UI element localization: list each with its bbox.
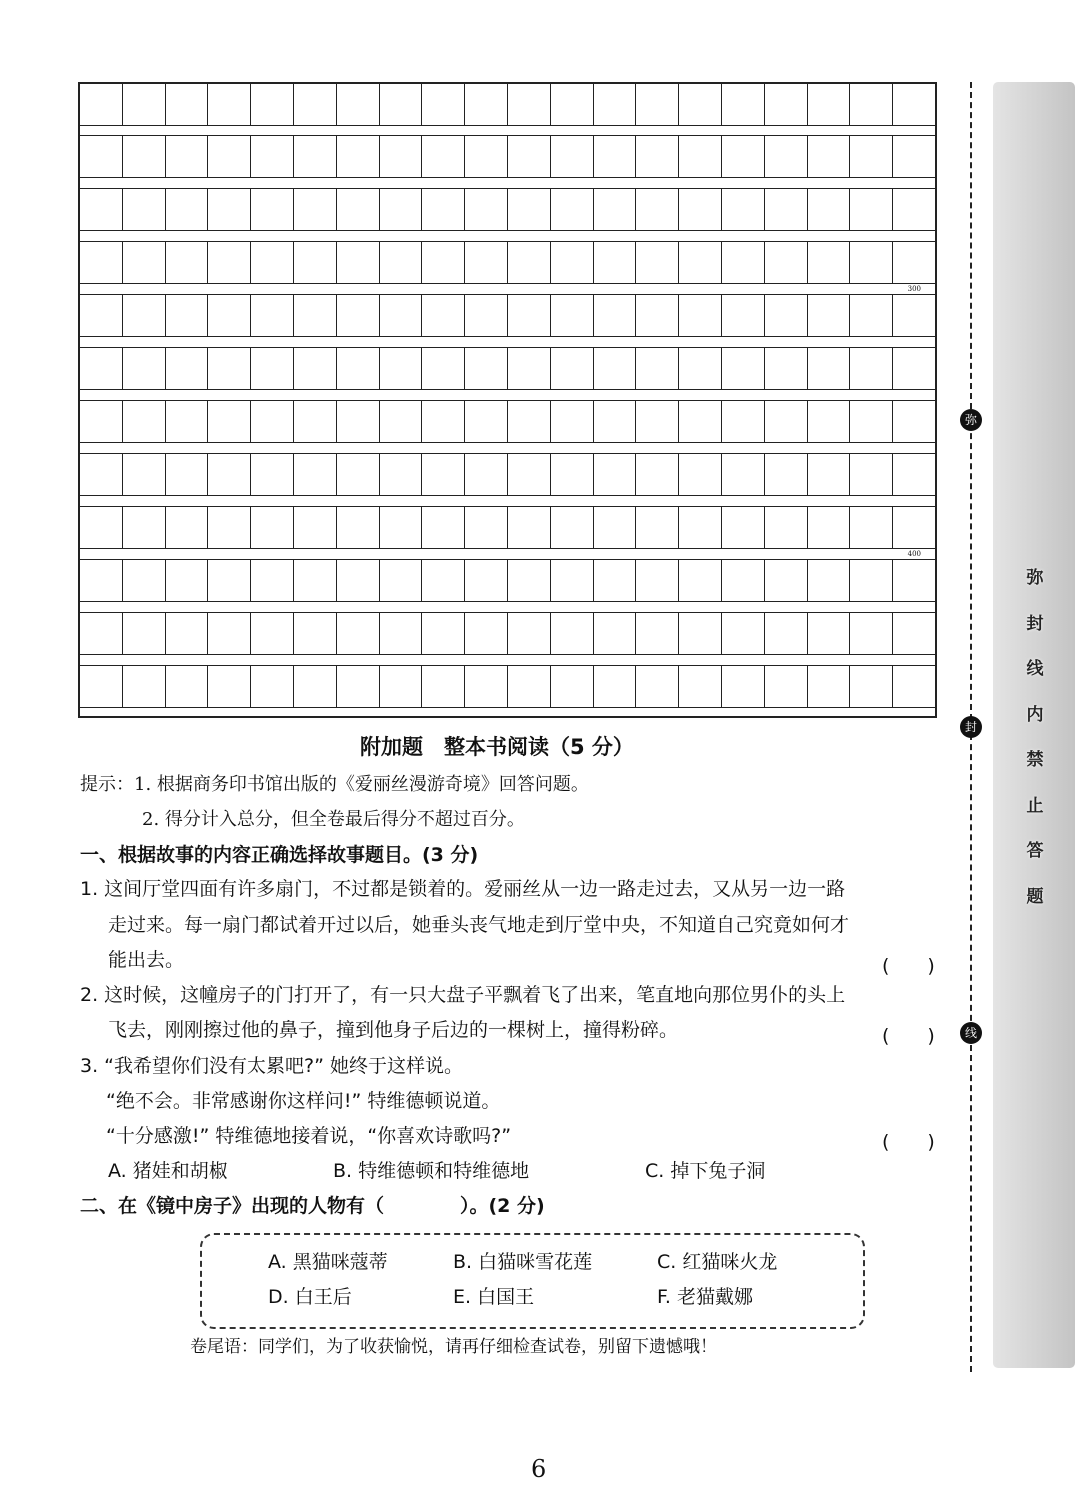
grid-cell[interactable] — [465, 454, 508, 495]
grid-cell[interactable] — [208, 295, 251, 336]
grid-cell[interactable] — [594, 242, 637, 283]
grid-cell[interactable] — [166, 613, 209, 654]
grid-cell[interactable] — [808, 454, 851, 495]
grid-cell[interactable] — [765, 136, 808, 177]
grid-cell[interactable] — [722, 189, 765, 230]
grid-cell[interactable] — [722, 136, 765, 177]
grid-cell[interactable] — [551, 242, 594, 283]
grid-cell[interactable] — [166, 560, 209, 601]
grid-cell[interactable] — [208, 401, 251, 442]
grid-cell[interactable] — [636, 613, 679, 654]
grid-cell[interactable] — [294, 189, 337, 230]
grid-cell[interactable] — [893, 84, 935, 125]
grid-cell[interactable] — [722, 454, 765, 495]
grid-cell[interactable] — [422, 507, 465, 548]
grid-row — [80, 665, 935, 708]
options-box — [200, 1233, 865, 1329]
seal-mark-1: 弥 — [960, 409, 982, 431]
q1-line-1: 1. 这间厅堂四面有许多扇门，不过都是锁着的。爱丽丝从一边一路走过去，又从另一边一路 — [80, 878, 846, 900]
grid-cell[interactable] — [850, 666, 893, 707]
character-option-f: F. 老猫戴娜 — [657, 1286, 753, 1308]
grid-cell[interactable] — [808, 84, 851, 125]
grid-cell[interactable] — [465, 136, 508, 177]
grid-cell[interactable] — [465, 507, 508, 548]
grid-cell[interactable] — [722, 560, 765, 601]
grid-cell[interactable] — [893, 295, 935, 336]
grid-row — [80, 400, 935, 443]
grid-cell[interactable] — [251, 507, 294, 548]
grid-cell[interactable] — [679, 242, 722, 283]
grid-cell[interactable] — [765, 666, 808, 707]
grid-cell[interactable] — [380, 136, 423, 177]
grid-cell[interactable] — [551, 189, 594, 230]
grid-cell[interactable] — [893, 666, 935, 707]
grid-cell[interactable] — [123, 136, 166, 177]
grid-cell[interactable] — [80, 454, 123, 495]
grid-cell[interactable] — [893, 348, 935, 389]
grid-cell[interactable] — [808, 613, 851, 654]
grid-row — [80, 135, 935, 178]
grid-cell[interactable] — [594, 189, 637, 230]
grid-cell[interactable] — [508, 560, 551, 601]
grid-cell[interactable] — [551, 348, 594, 389]
grid-cell[interactable] — [80, 242, 123, 283]
grid-cell[interactable] — [251, 242, 294, 283]
q1-answer-blank[interactable]: ( ) — [882, 955, 935, 977]
grid-cell[interactable] — [251, 84, 294, 125]
grid-cell[interactable] — [722, 666, 765, 707]
grid-cell[interactable] — [850, 401, 893, 442]
grid-cell[interactable] — [551, 295, 594, 336]
grid-cell[interactable] — [337, 295, 380, 336]
grid-cell[interactable] — [850, 507, 893, 548]
grid-cell[interactable] — [380, 613, 423, 654]
grid-cell[interactable] — [508, 84, 551, 125]
grid-cell[interactable] — [636, 666, 679, 707]
grid-cell[interactable] — [636, 348, 679, 389]
grid-cell[interactable] — [722, 348, 765, 389]
grid-cell[interactable] — [337, 348, 380, 389]
grid-cell[interactable] — [722, 613, 765, 654]
grid-cell[interactable] — [636, 295, 679, 336]
grid-cell[interactable] — [508, 242, 551, 283]
grid-cell[interactable] — [765, 613, 808, 654]
grid-cell[interactable] — [765, 242, 808, 283]
grid-row — [80, 84, 935, 126]
grid-cell[interactable] — [166, 666, 209, 707]
grid-cell[interactable] — [166, 507, 209, 548]
grid-row — [80, 294, 935, 337]
grid-cell[interactable] — [465, 560, 508, 601]
grid-cell[interactable] — [679, 84, 722, 125]
grid-cell[interactable] — [208, 136, 251, 177]
q3-line-1: 3. “我希望你们没有太累吧?” 她终于这样说。 — [80, 1055, 463, 1077]
grid-cell[interactable] — [80, 348, 123, 389]
grid-cell[interactable] — [166, 401, 209, 442]
grid-cell[interactable] — [765, 507, 808, 548]
grid-cell[interactable] — [808, 560, 851, 601]
grid-cell[interactable] — [80, 295, 123, 336]
grid-cell[interactable] — [422, 84, 465, 125]
grid-cell[interactable] — [422, 189, 465, 230]
grid-cell[interactable] — [850, 560, 893, 601]
grid-cell[interactable] — [722, 84, 765, 125]
grid-cell[interactable] — [722, 242, 765, 283]
grid-cell[interactable] — [508, 507, 551, 548]
grid-cell[interactable] — [80, 401, 123, 442]
grid-cell[interactable] — [636, 84, 679, 125]
grid-cell[interactable] — [893, 454, 935, 495]
grid-cell[interactable] — [551, 401, 594, 442]
grid-cell[interactable] — [123, 84, 166, 125]
closing-remark: 卷尾语：同学们，为了收获愉悦，请再仔细检查试卷，别留下遗憾哦！ — [190, 1337, 717, 1357]
grid-cell[interactable] — [294, 666, 337, 707]
grid-cell[interactable] — [422, 613, 465, 654]
grid-cell[interactable] — [422, 295, 465, 336]
grid-cell[interactable] — [465, 295, 508, 336]
grid-cell[interactable] — [380, 295, 423, 336]
grid-cell[interactable] — [123, 189, 166, 230]
grid-cell[interactable] — [850, 295, 893, 336]
grid-cell[interactable] — [808, 348, 851, 389]
grid-cell[interactable] — [594, 84, 637, 125]
grid-cell[interactable] — [465, 242, 508, 283]
hint-2: 2. 得分计入总分，但全卷最后得分不超过百分。 — [142, 809, 525, 830]
grid-cell[interactable] — [422, 242, 465, 283]
grid-cell[interactable] — [679, 507, 722, 548]
grid-cell[interactable] — [337, 666, 380, 707]
grid-cell[interactable] — [294, 507, 337, 548]
grid-cell[interactable] — [893, 136, 935, 177]
grid-row — [80, 347, 935, 390]
grid-cell[interactable] — [551, 560, 594, 601]
grid-cell[interactable] — [808, 189, 851, 230]
grid-cell[interactable] — [294, 295, 337, 336]
grid-cell[interactable] — [808, 401, 851, 442]
grid-cell[interactable] — [508, 454, 551, 495]
grid-cell[interactable] — [294, 348, 337, 389]
grid-cell[interactable] — [808, 242, 851, 283]
grid-row — [80, 241, 935, 284]
grid-cell[interactable] — [508, 136, 551, 177]
grid-cell[interactable] — [722, 507, 765, 548]
grid-cell[interactable] — [294, 560, 337, 601]
grid-cell[interactable] — [380, 242, 423, 283]
grid-cell[interactable] — [251, 560, 294, 601]
grid-cell[interactable] — [208, 242, 251, 283]
grid-cell[interactable] — [80, 666, 123, 707]
q3-line-2: “绝不会。非常感谢你这样问!” 特维德顿说道。 — [106, 1090, 501, 1112]
grid-cell[interactable] — [337, 454, 380, 495]
grid-cell[interactable] — [80, 560, 123, 601]
grid-cell[interactable] — [850, 242, 893, 283]
word-count-marker: 400 — [907, 550, 921, 558]
grid-cell[interactable] — [251, 613, 294, 654]
grid-cell[interactable] — [208, 613, 251, 654]
grid-cell[interactable] — [123, 560, 166, 601]
grid-cell[interactable] — [422, 348, 465, 389]
character-option-d: D. 白王后 — [268, 1286, 352, 1308]
grid-cell[interactable] — [208, 348, 251, 389]
grid-cell[interactable] — [594, 454, 637, 495]
grid-cell[interactable] — [594, 295, 637, 336]
grid-row — [80, 612, 935, 655]
grid-cell[interactable] — [508, 666, 551, 707]
grid-cell[interactable] — [893, 242, 935, 283]
essay-writing-grid[interactable] — [78, 82, 937, 718]
seal-mark-2: 封 — [960, 716, 982, 738]
grid-cell[interactable] — [422, 666, 465, 707]
grid-cell[interactable] — [679, 454, 722, 495]
grid-cell[interactable] — [465, 613, 508, 654]
grid-cell[interactable] — [636, 189, 679, 230]
grid-cell[interactable] — [679, 666, 722, 707]
grid-cell[interactable] — [679, 560, 722, 601]
grid-cell[interactable] — [80, 189, 123, 230]
grid-cell[interactable] — [251, 401, 294, 442]
grid-cell[interactable] — [850, 613, 893, 654]
grid-cell[interactable] — [123, 666, 166, 707]
option-a: A. 猪娃和胡椒 — [108, 1160, 228, 1182]
grid-cell[interactable] — [893, 613, 935, 654]
grid-cell[interactable] — [551, 666, 594, 707]
grid-cell[interactable] — [551, 507, 594, 548]
grid-cell[interactable] — [166, 136, 209, 177]
grid-cell[interactable] — [465, 84, 508, 125]
grid-cell[interactable] — [679, 189, 722, 230]
grid-cell[interactable] — [251, 295, 294, 336]
grid-cell[interactable] — [636, 401, 679, 442]
grid-cell[interactable] — [636, 560, 679, 601]
grid-cell[interactable] — [594, 348, 637, 389]
grid-cell[interactable] — [123, 613, 166, 654]
grid-cell[interactable] — [251, 666, 294, 707]
grid-cell[interactable] — [594, 666, 637, 707]
grid-cell[interactable] — [636, 136, 679, 177]
grid-cell[interactable] — [337, 613, 380, 654]
grid-cell[interactable] — [380, 560, 423, 601]
grid-cell[interactable] — [850, 189, 893, 230]
grid-cell[interactable] — [679, 136, 722, 177]
grid-row — [80, 453, 935, 496]
grid-cell[interactable] — [893, 507, 935, 548]
grid-cell[interactable] — [508, 401, 551, 442]
grid-cell[interactable] — [294, 613, 337, 654]
grid-cell[interactable] — [166, 242, 209, 283]
grid-cell[interactable] — [380, 454, 423, 495]
q1-line-3: 能出去。 — [108, 949, 185, 971]
grid-cell[interactable] — [294, 242, 337, 283]
grid-cell[interactable] — [337, 560, 380, 601]
option-b: B. 特维德顿和特维德地 — [333, 1160, 530, 1182]
grid-cell[interactable] — [765, 560, 808, 601]
grid-cell[interactable] — [508, 613, 551, 654]
grid-cell[interactable] — [166, 348, 209, 389]
q3-answer-blank[interactable]: ( ) — [882, 1131, 935, 1153]
grid-cell[interactable] — [765, 348, 808, 389]
grid-cell[interactable] — [765, 401, 808, 442]
grid-row — [80, 188, 935, 231]
grid-cell[interactable] — [594, 401, 637, 442]
grid-cell[interactable] — [594, 613, 637, 654]
grid-cell[interactable] — [123, 242, 166, 283]
grid-cell[interactable] — [765, 189, 808, 230]
grid-cell[interactable] — [208, 666, 251, 707]
grid-cell[interactable] — [636, 454, 679, 495]
grid-cell[interactable] — [765, 454, 808, 495]
grid-cell[interactable] — [850, 136, 893, 177]
grid-cell[interactable] — [465, 401, 508, 442]
grid-cell[interactable] — [123, 295, 166, 336]
section2-heading: 二、在《镜中房子》出现的人物有（ ）。(2 分) — [80, 1195, 545, 1217]
grid-cell[interactable] — [251, 348, 294, 389]
grid-cell[interactable] — [808, 295, 851, 336]
grid-cell[interactable] — [422, 401, 465, 442]
grid-cell[interactable] — [893, 189, 935, 230]
grid-cell[interactable] — [850, 84, 893, 125]
grid-cell[interactable] — [80, 613, 123, 654]
grid-cell[interactable] — [722, 401, 765, 442]
grid-cell[interactable] — [380, 507, 423, 548]
character-option-e: E. 白国王 — [453, 1286, 535, 1308]
grid-cell[interactable] — [551, 136, 594, 177]
grid-cell[interactable] — [594, 560, 637, 601]
grid-cell[interactable] — [123, 348, 166, 389]
grid-cell[interactable] — [893, 401, 935, 442]
grid-cell[interactable] — [594, 136, 637, 177]
grid-cell[interactable] — [551, 613, 594, 654]
q2-line-1: 2. 这时候，这幢房子的门打开了，有一只大盘子平飘着飞了出来，笔直地向那位男仆的头上 — [80, 984, 846, 1006]
character-option-c: C. 红猫咪火龙 — [657, 1251, 778, 1273]
seal-mark-3: 线 — [960, 1022, 982, 1044]
grid-cell[interactable] — [208, 507, 251, 548]
grid-cell[interactable] — [765, 84, 808, 125]
grid-cell[interactable] — [166, 189, 209, 230]
grid-cell[interactable] — [166, 295, 209, 336]
grid-cell[interactable] — [808, 666, 851, 707]
grid-cell[interactable] — [636, 242, 679, 283]
word-count-marker: 300 — [907, 285, 921, 293]
page-number: 6 — [531, 1455, 547, 1483]
grid-cell[interactable] — [337, 242, 380, 283]
grid-cell[interactable] — [294, 136, 337, 177]
grid-cell[interactable] — [123, 401, 166, 442]
grid-cell[interactable] — [80, 84, 123, 125]
grid-cell[interactable] — [251, 189, 294, 230]
grid-cell[interactable] — [765, 295, 808, 336]
character-option-a: A. 黑猫咪蔻蒂 — [268, 1251, 388, 1273]
grid-cell[interactable] — [508, 295, 551, 336]
grid-cell[interactable] — [508, 348, 551, 389]
grid-cell[interactable] — [551, 84, 594, 125]
grid-cell[interactable] — [380, 348, 423, 389]
grid-cell[interactable] — [208, 560, 251, 601]
grid-cell[interactable] — [679, 401, 722, 442]
grid-cell[interactable] — [337, 84, 380, 125]
grid-cell[interactable] — [465, 666, 508, 707]
grid-cell[interactable] — [465, 189, 508, 230]
hint-1: 提示：1. 根据商务印书馆出版的《爱丽丝漫游奇境》回答问题。 — [80, 774, 589, 795]
grid-cell[interactable] — [251, 136, 294, 177]
grid-cell[interactable] — [808, 507, 851, 548]
grid-cell[interactable] — [208, 189, 251, 230]
option-c: C. 掉下兔子洞 — [645, 1160, 766, 1182]
grid-cell[interactable] — [380, 84, 423, 125]
side-band-text: 弥封线内禁止答题 — [1026, 568, 1044, 907]
q2-answer-blank[interactable]: ( ) — [882, 1025, 935, 1047]
grid-cell[interactable] — [337, 401, 380, 442]
grid-cell[interactable] — [679, 295, 722, 336]
character-option-b: B. 白猫咪雪花莲 — [453, 1251, 593, 1273]
q3-line-3: “十分感激!” 特维德地接着说，“你喜欢诗歌吗?” — [106, 1125, 512, 1147]
section-title: 附加题 整本书阅读（5 分） — [360, 735, 634, 759]
grid-cell[interactable] — [850, 348, 893, 389]
grid-cell[interactable] — [294, 454, 337, 495]
grid-cell[interactable] — [380, 666, 423, 707]
section1-heading: 一、根据故事的内容正确选择故事题目。(3 分) — [80, 844, 479, 866]
grid-cell[interactable] — [808, 136, 851, 177]
grid-cell[interactable] — [337, 136, 380, 177]
grid-cell[interactable] — [679, 613, 722, 654]
grid-cell[interactable] — [422, 454, 465, 495]
grid-cell[interactable] — [636, 507, 679, 548]
grid-cell[interactable] — [508, 189, 551, 230]
grid-cell[interactable] — [80, 136, 123, 177]
grid-cell[interactable] — [208, 454, 251, 495]
grid-cell[interactable] — [337, 507, 380, 548]
grid-cell[interactable] — [166, 454, 209, 495]
grid-cell[interactable] — [551, 454, 594, 495]
grid-cell[interactable] — [166, 84, 209, 125]
grid-row — [80, 559, 935, 602]
grid-cell[interactable] — [679, 348, 722, 389]
grid-cell[interactable] — [123, 454, 166, 495]
grid-cell[interactable] — [380, 189, 423, 230]
grid-cell[interactable] — [893, 560, 935, 601]
grid-cell[interactable] — [251, 454, 294, 495]
q2-line-2: 飞去，刚刚擦过他的鼻子，撞到他身子后边的一棵树上，撞得粉碎。 — [108, 1019, 679, 1041]
grid-cell[interactable] — [422, 136, 465, 177]
grid-cell[interactable] — [722, 295, 765, 336]
grid-cell[interactable] — [422, 560, 465, 601]
grid-cell[interactable] — [294, 401, 337, 442]
grid-cell[interactable] — [594, 507, 637, 548]
grid-cell[interactable] — [850, 454, 893, 495]
grid-cell[interactable] — [380, 401, 423, 442]
grid-cell[interactable] — [294, 84, 337, 125]
grid-cell[interactable] — [337, 189, 380, 230]
q1-line-2: 走过来。每一扇门都试着开过以后，她垂头丧气地走到厅堂中央，不知道自己究竟如何才 — [108, 914, 850, 936]
grid-cell[interactable] — [465, 348, 508, 389]
grid-cell[interactable] — [123, 507, 166, 548]
grid-cell[interactable] — [80, 507, 123, 548]
grid-cell[interactable] — [208, 84, 251, 125]
grid-row — [80, 506, 935, 549]
